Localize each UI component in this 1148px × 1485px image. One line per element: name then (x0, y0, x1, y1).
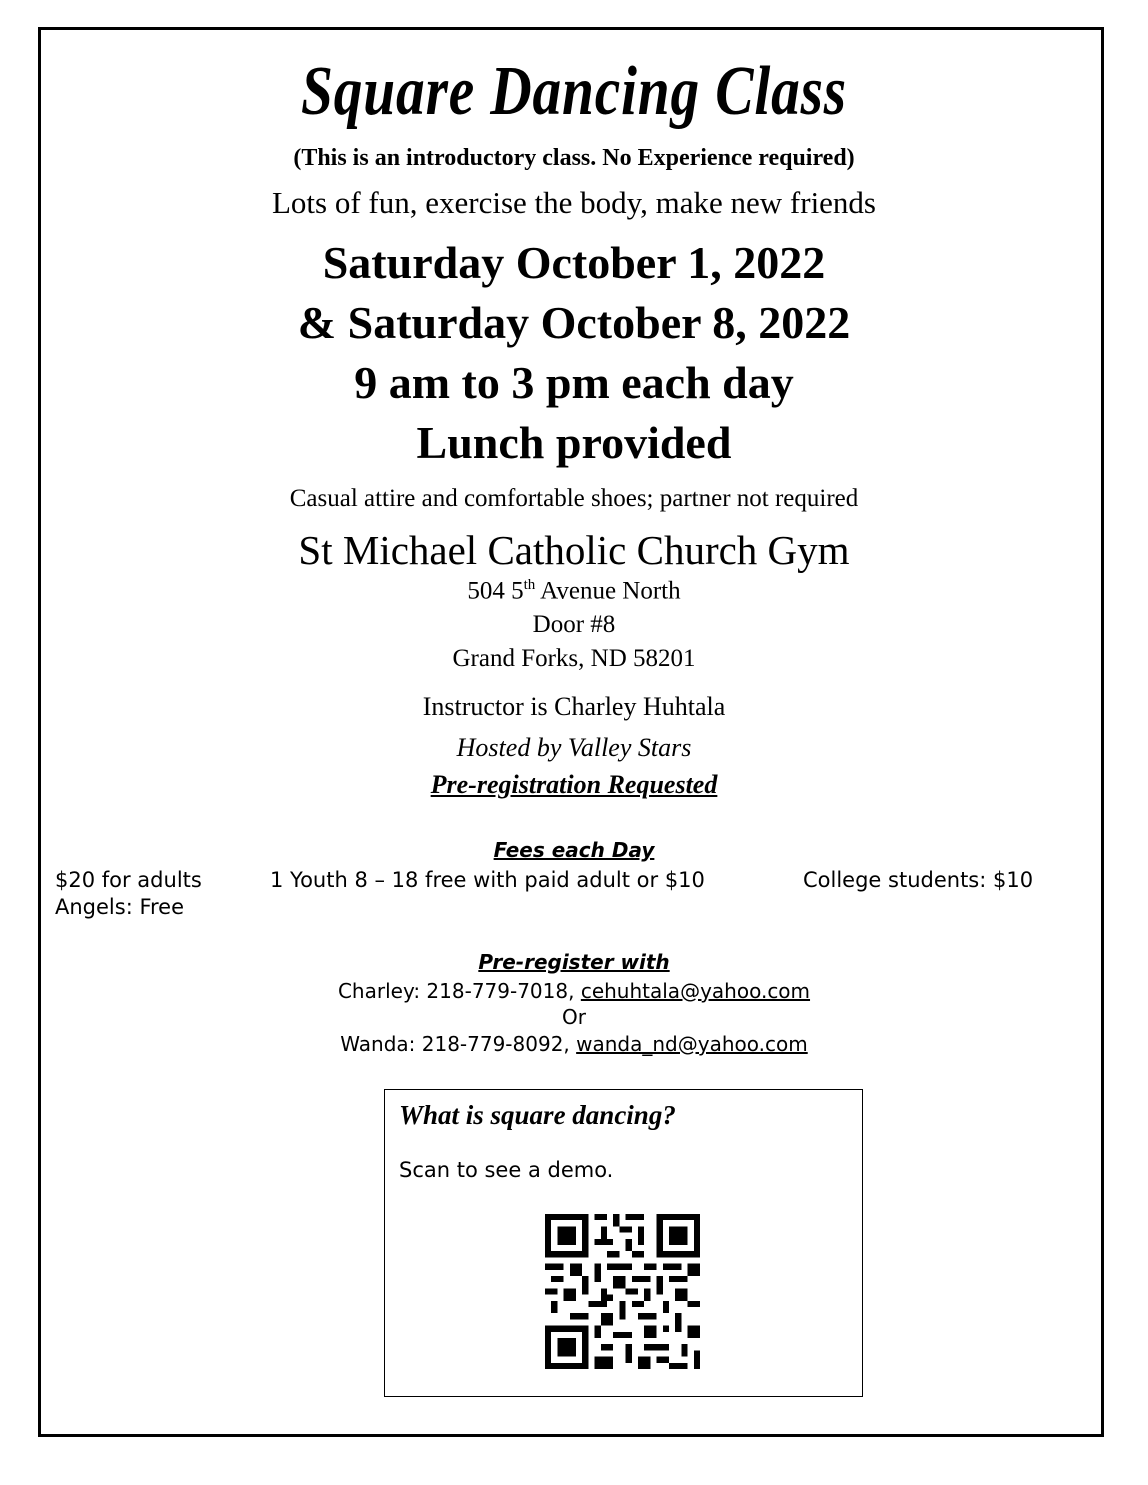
fee-college: College students: $10 (803, 868, 1034, 892)
hosted-line: Hosted by Valley Stars (456, 733, 692, 762)
intro-note: (This is an introductory class. No Experience required) (293, 145, 855, 171)
fees-heading: Fees each Day (493, 838, 655, 862)
demo-scan-text: Scan to see a demo. (399, 1158, 614, 1182)
demo-question: What is square dancing? (399, 1100, 676, 1130)
demo-box (384, 1089, 863, 1397)
address-street (0, 577, 1148, 605)
fee-angels: Angels: Free (55, 895, 185, 919)
lunch-line: Lunch provided (416, 417, 732, 468)
tagline: Lots of fun, exercise the body, make new friends (271, 185, 876, 220)
contact-charley-phone: Charley: 218-779-7018, (337, 979, 581, 1003)
prereg-requested: Pre-registration Requested (430, 770, 718, 799)
contact-wanda-phone: Wanda: 218-779-8092, (340, 1032, 577, 1056)
address-ordinal: th (523, 577, 536, 593)
email-link-charley[interactable]: cehuhtala@yahoo.com (580, 979, 811, 1003)
qr-code-icon[interactable] (545, 1214, 700, 1369)
fee-youth: 1 Youth 8 – 18 free with paid adult or $10 (270, 868, 705, 892)
address-door: Door #8 (532, 611, 616, 638)
flyer-title: Square Dancing Class (301, 53, 847, 130)
venue-name: St Michael Catholic Church Gym (298, 527, 850, 573)
date-line-1: Saturday October 1, 2022 (322, 237, 826, 288)
attire-line: Casual attire and comfortable shoes; partner not required (289, 485, 859, 512)
preregister-heading: Pre-register with (478, 950, 670, 974)
address-street-name: Avenue North (535, 577, 681, 605)
date-line-2: & Saturday October 8, 2022 (297, 297, 851, 348)
contact-charley (0, 979, 1148, 1003)
address-city: Grand Forks, ND 58201 (452, 645, 696, 672)
time-line: 9 am to 3 pm each day (354, 357, 794, 408)
contact-or: Or (562, 1005, 586, 1029)
fee-adults: $20 for adults (55, 868, 202, 892)
address-number: 504 5 (467, 577, 524, 605)
email-link-wanda[interactable]: wanda_nd@yahoo.com (576, 1032, 808, 1056)
contact-wanda (0, 1032, 1148, 1056)
instructor-line: Instructor is Charley Huhtala (422, 692, 726, 721)
